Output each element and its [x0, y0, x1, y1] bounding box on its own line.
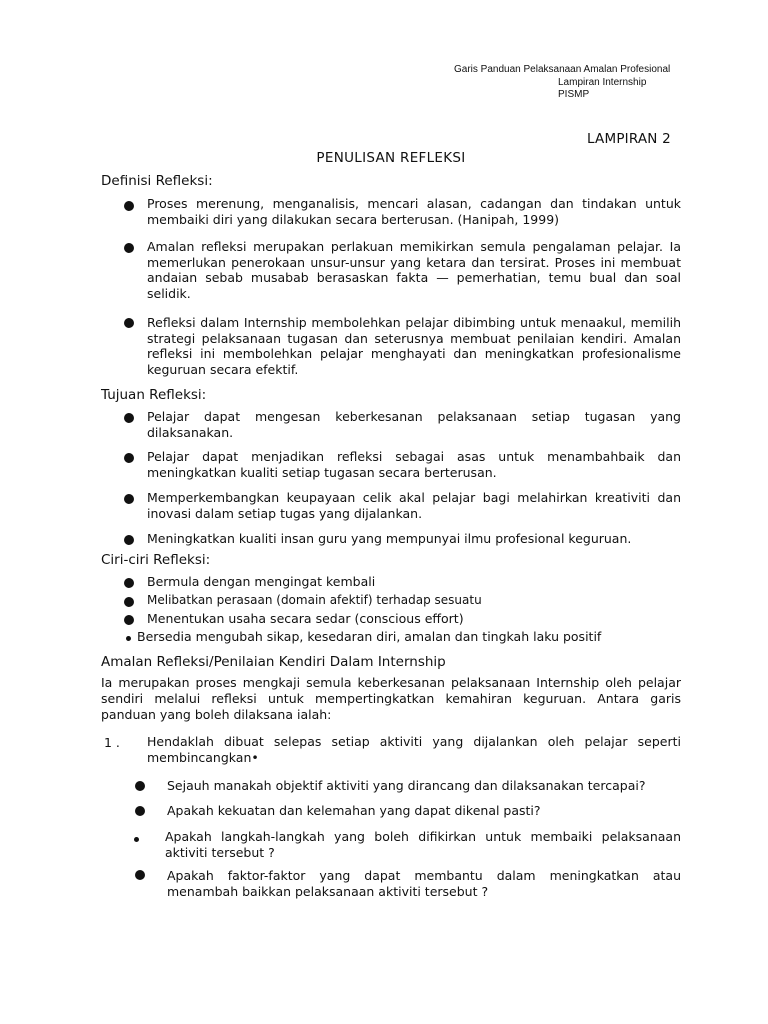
definisi-heading: Definisi Refleksi: [101, 173, 213, 189]
question-item-3: Apakah langkah-langkah yang boleh difikirkan untuk membaiki pelaksanaan aktiviti tersebut ? [165, 829, 681, 860]
definisi-item-1: Proses merenung, menganalisis, mencari alasan, cadangan dan tindakan untuk membaiki diri yang dilakukan secara berterusan. (Hanipah, 1999) [147, 196, 681, 227]
bullet-icon [124, 318, 134, 328]
question-item-2: Apakah kekuatan dan kelemahan yang dapat dikenal pasti? [167, 803, 541, 818]
bullet-icon [124, 413, 134, 423]
appendix-label: LAMPIRAN 2 [587, 131, 671, 147]
question-item-4: Apakah faktor-faktor yang dapat membantu dalam meningkatkan atau menambah baikkan pelaksanaan aktiviti tersebut ? [167, 868, 681, 899]
bullet-icon [124, 597, 134, 607]
bullet-icon [135, 870, 145, 880]
page-title: PENULISAN REFLEKSI [316, 150, 466, 166]
amalan-intro: Ia merupakan proses mengkaji semula keberkesanan pelaksanaan Internship oleh pelajar sendiri melalui refleksi untuk mempertingkatkan kemahiran keguruan. Antara garis panduan yang boleh dilaksana ialah: [101, 675, 681, 722]
bullet-icon [134, 837, 139, 842]
definisi-item-3: Refleksi dalam Internship membolehkan pelajar dibimbing untuk menaakul, memilih strategi pelaksanaan tugasan dan seterusnya membuat penilaian kendiri. Amalan refleksi ini membolehkan pelajar menghayati dan meningkatkan profesionalisme keguruan secara efektif. [147, 315, 681, 377]
header-line-3: PISMP [558, 89, 590, 100]
tujuan-item-2: Pelajar dapat menjadikan refleksi sebagai asas untuk menambahbaik dan meningkatkan kualiti setiap tugasan secara berterusan. [147, 449, 681, 480]
bullet-icon [124, 453, 134, 463]
ciri-heading: Ciri-ciri Refleksi: [101, 552, 211, 568]
step-number: 1 . [104, 735, 120, 750]
bullet-icon [135, 781, 145, 791]
ciri-item-2: Melibatkan perasaan (domain afektif) terhadap sesuatu [147, 593, 482, 607]
bullet-icon [124, 615, 134, 625]
ciri-item-3: Menentukan usaha secara sedar (conscious effort) [147, 611, 464, 626]
bullet-icon [124, 578, 134, 588]
tujuan-item-1: Pelajar dapat mengesan keberkesanan pelaksanaan setiap tugasan yang dilaksanakan. [147, 409, 681, 440]
bullet-icon [124, 243, 134, 253]
header-line-1: Garis Panduan Pelaksanaan Amalan Profesional [454, 64, 671, 75]
tujuan-item-4: Meningkatkan kualiti insan guru yang mempunyai ilmu profesional keguruan. [147, 531, 632, 546]
amalan-heading: Amalan Refleksi/Penilaian Kendiri Dalam Internship [101, 654, 446, 670]
question-item-1: Sejauh manakah objektif aktiviti yang dirancang dan dilaksanakan tercapai? [167, 778, 646, 793]
bullet-icon [124, 494, 134, 504]
ciri-item-4: Bersedia mengubah sikap, kesedaran diri, amalan dan tingkah laku positif [137, 629, 602, 644]
step-text: Hendaklah dibuat selepas setiap aktiviti yang dijalankan oleh pelajar seperti membincangkan• [147, 734, 681, 765]
bullet-icon [135, 806, 145, 816]
bullet-icon [126, 636, 131, 641]
bullet-icon [124, 201, 134, 211]
tujuan-heading: Tujuan Refleksi: [101, 387, 207, 403]
tujuan-item-3: Memperkembangkan keupayaan celik akal pelajar bagi melahirkan kreativiti dan inovasi dalam setiap tugas yang dijalankan. [147, 490, 681, 521]
header-line-2: Lampiran Internship [558, 77, 647, 88]
bullet-icon [124, 535, 134, 545]
definisi-item-2: Amalan refleksi merupakan perlakuan memikirkan semula pengalaman pelajar. Ia memerlukan penerokaan unsur-unsur yang ketara dan tersirat. Proses ini membuat andaian sebab musabab berasaskan fakta — pemerhatian, temu bual dan soal selidik. [147, 239, 681, 301]
ciri-item-1: Bermula dengan mengingat kembali [147, 574, 376, 589]
